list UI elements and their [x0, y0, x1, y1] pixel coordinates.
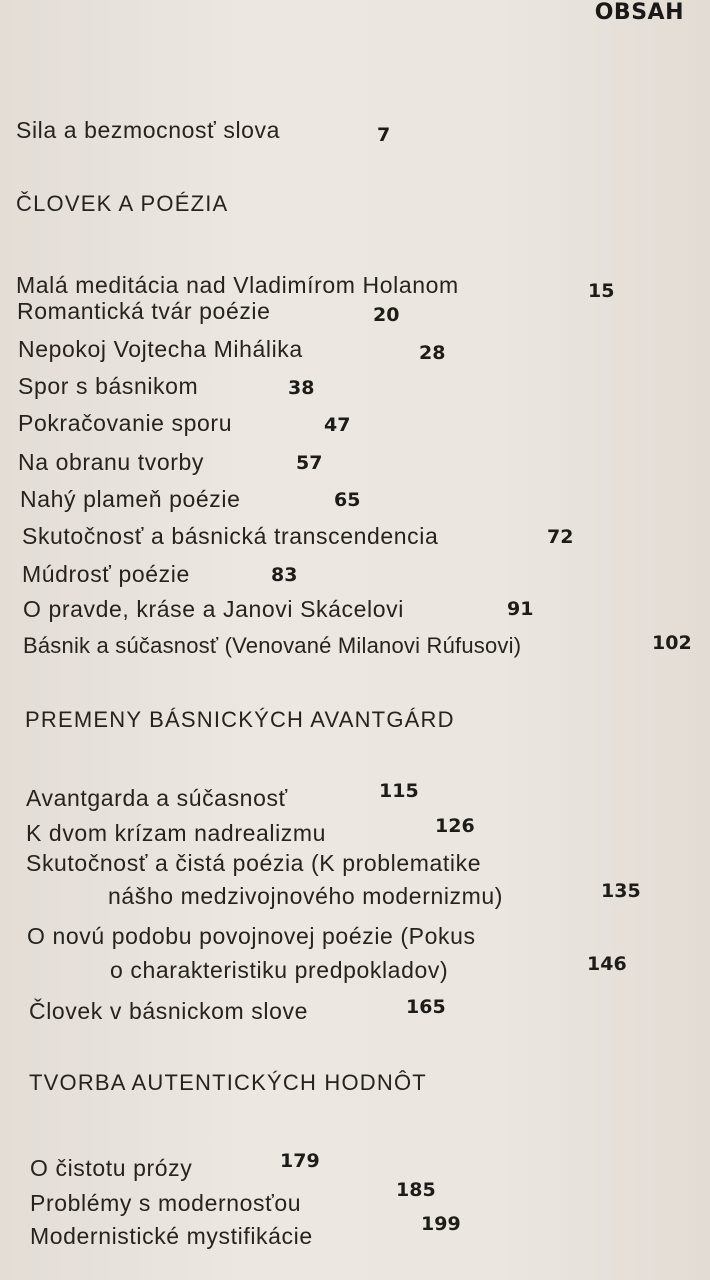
toc-entry-page: 165: [406, 996, 446, 1018]
toc-entry-title: Nepokoj Vojtecha Mihálika: [18, 336, 303, 362]
toc-entry-title: O novú podobu povojnovej poézie (Pokus: [27, 923, 476, 949]
toc-entry-page: 20: [373, 304, 400, 326]
toc-entry-title: Avantgarda a súčasnosť: [26, 785, 288, 811]
section-heading: ČLOVEK A POÉZIA: [16, 191, 229, 216]
toc-entry-page: 115: [379, 780, 419, 802]
toc-entry-page: 72: [547, 526, 574, 548]
toc-entry-title: Romantická tvár poézie: [17, 298, 271, 324]
toc-entry-title: Spor s básnikom: [18, 373, 199, 399]
toc-entry-title: Na obranu tvorby: [18, 449, 205, 475]
toc-entry-title-continued: o charakteristiku predpokladov): [110, 957, 449, 983]
toc-entry-page: 38: [288, 377, 315, 399]
toc-entry-page: 15: [588, 280, 615, 302]
toc-entry-title: O čistotu prózy: [30, 1155, 193, 1181]
toc-entry-title: Malá meditácia nad Vladimírom Holanom: [16, 272, 459, 298]
toc-entry-page: 199: [421, 1213, 461, 1235]
toc-entry-title: Nahý plameň poézie: [20, 486, 241, 512]
toc-entry-page: 91: [507, 598, 534, 620]
toc-entry-title: Skutočnosť a básnická transcendencia: [22, 523, 439, 549]
page-header-title: OBSAH: [594, 0, 684, 25]
toc-entry-title: O pravde, kráse a Janovi Skácelovi: [23, 596, 404, 622]
toc-entry-page: 57: [296, 452, 323, 474]
toc-entry-page: 83: [271, 564, 298, 586]
toc-entry-title: Človek v básnickom slove: [29, 998, 309, 1024]
toc-entry-title: Problémy s modernosťou: [30, 1190, 302, 1216]
toc-entry-page: 146: [587, 953, 627, 975]
toc-entry-title: Sila a bezmocnosť slova: [16, 117, 281, 143]
toc-entry-title: Múdrosť poézie: [22, 561, 190, 587]
toc-entry-page: 7: [377, 124, 391, 146]
toc-entry-title: Skutočnosť a čistá poézia (K problematike: [26, 850, 482, 876]
toc-entry-title: Modernistické mystifikácie: [30, 1223, 313, 1249]
toc-entry-page: 102: [652, 632, 692, 654]
toc-entry-title: Pokračovanie sporu: [18, 410, 233, 436]
section-heading: PREMENY BÁSNICKÝCH AVANTGÁRD: [25, 707, 455, 732]
toc-entry-page: 126: [435, 815, 475, 837]
toc-entry-title: K dvom krízam nadrealizmu: [26, 820, 327, 846]
toc-entry-page: 28: [419, 342, 446, 364]
section-heading: TVORBA AUTENTICKÝCH HODNÔT: [29, 1070, 427, 1095]
toc-entry-page: 185: [396, 1179, 436, 1201]
toc-entry-page: 47: [324, 414, 351, 436]
toc-entry-page: 65: [334, 489, 361, 511]
toc-entry-title-continued: nášho medzivojnového modernizmu): [108, 883, 504, 909]
toc-entry-page: 179: [280, 1150, 320, 1172]
toc-entry-title: Básnik a súčasnosť (Venované Milanovi Rúfusovi): [23, 633, 522, 658]
toc-entry-page: 135: [601, 880, 641, 902]
